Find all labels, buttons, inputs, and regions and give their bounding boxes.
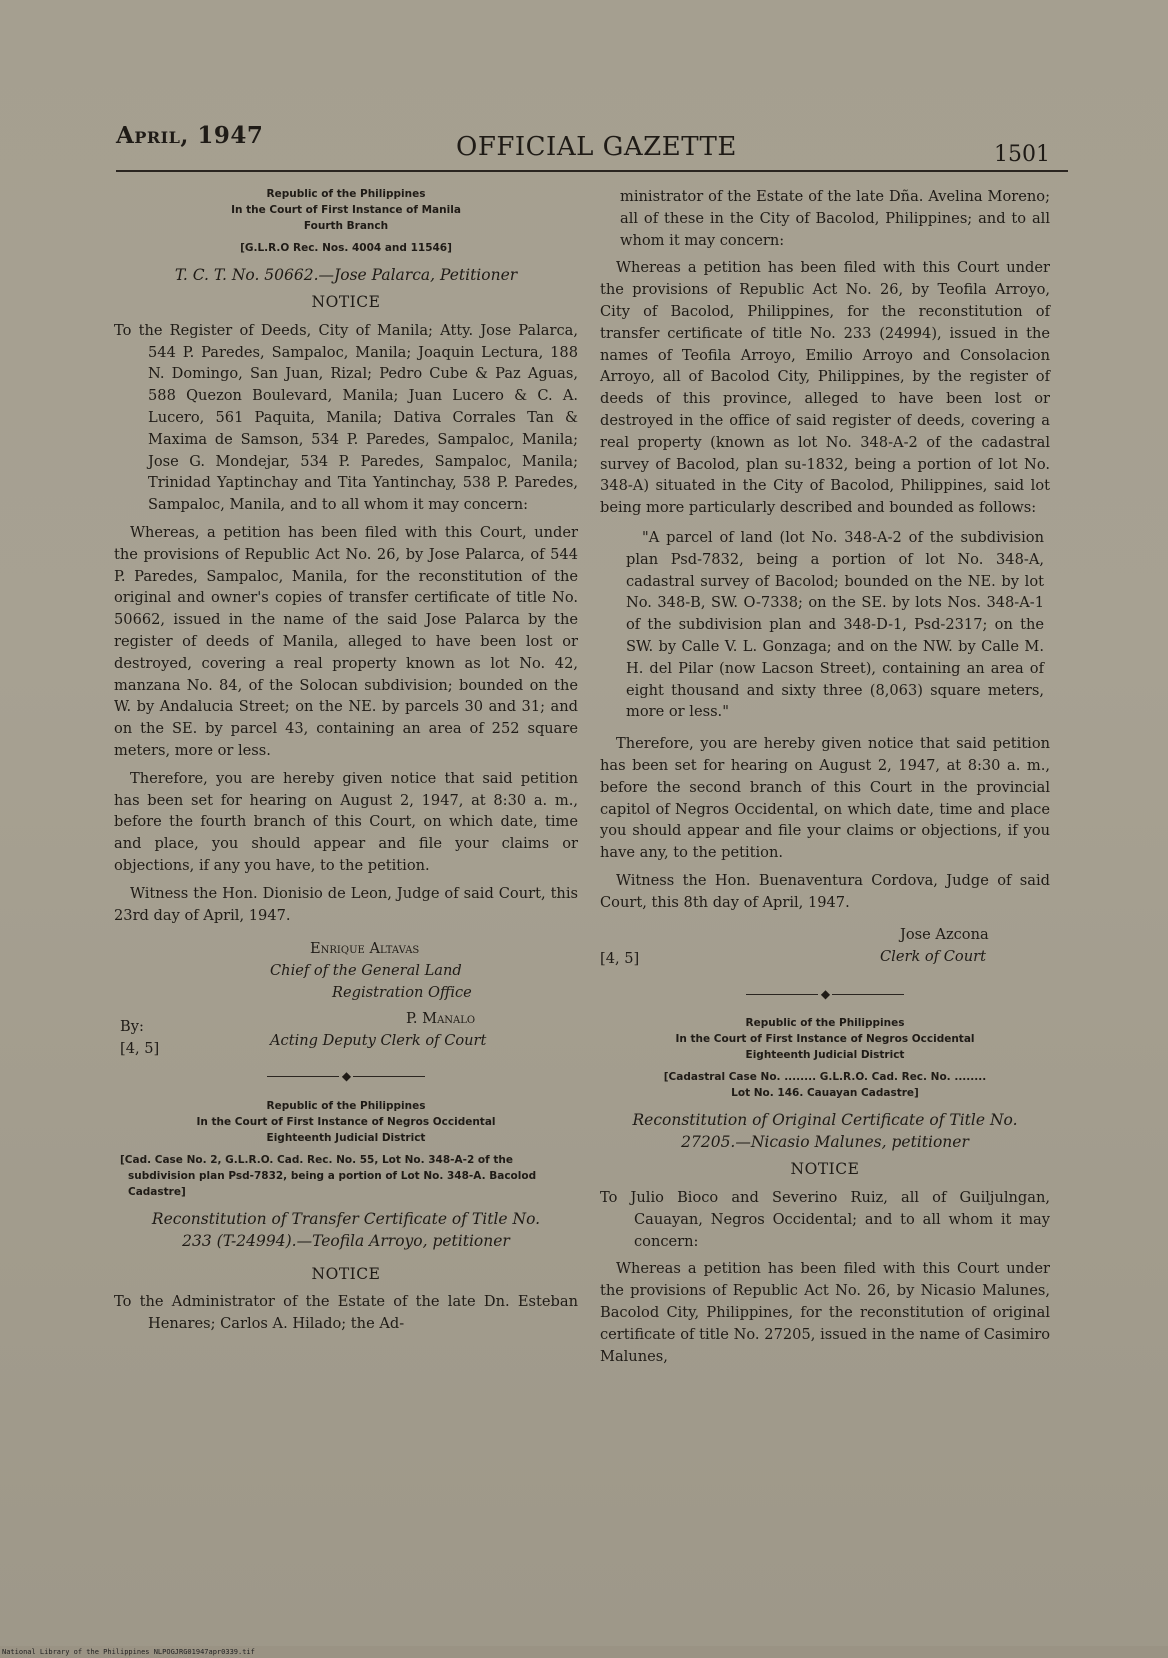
notice-address: To the Register of Deeds, City of Manila; Atty. Jose Palarca, 544 P. Paredes, Sampaloc, Manila; Joaquin Lectura, 188 N. Domingo, San Juan, Rizal; Pedro Cube & Paz Aguas, 588 Quezon Boulevard, Manila; Juan Lucero & C. A. Lucero, 561 Paquita, Manila; Dativa Corrales Tan & Maxima de Samson, 534 P. Paredes, Sampaloc, Manila; Jose G. Mondejar, 534 P. Paredes, Sampaloc, Manila; Trinidad Yaptinchay and Tita Yantinchay, 538 P. Paredes, Sampaloc, Manila, and to all whom it may concern: [114,321,578,514]
page-number: 1501 [994,142,1050,167]
court-heading [114,1098,578,1146]
deputy-name: P. Manalo [406,1009,476,1027]
court-line: Fourth Branch [303,220,389,232]
court-line: Republic of the Philippines [266,1099,426,1112]
notice-address-continued: ministrator of the Estate of the late Dña. Avelina Moreno; all of these in the City of Bacolod, Philippines; and to all whom it may concern: [620,188,1050,249]
issue-dates: [4, 5] [120,1039,160,1057]
signatory-title: Clerk of Court [880,947,986,965]
case-title [114,1208,578,1252]
case-title-line: 27205.—Nicasio Malunes, petitioner [681,1133,969,1152]
court-heading [600,1015,1050,1063]
record-reference: [Cad. Case No. 2, G.L.R.O. Cad. Rec. No. 55, Lot No. 348-A-2 of the subdivision plan Psd-7832, being a portion of Lot No. 348-A. Bacolod Cadastre] [120,1153,537,1198]
record-reference: [G.L.R.O Rec. Nos. 4004 and 11546] [240,242,452,254]
signature-block [600,924,1050,974]
signatory-name: Jose Azcona [900,925,989,943]
notice-paragraph: Whereas, a petition has been filed with this Court, under the provisions of Republic Act No. 26, by Jose Palarca, of 544 P. Paredes, Sampaloc, Manila, for the reconstitution of the original and owner's copies of transfer certificate of title No. 50662, issued in the name of the said Jose Palarca by the register of deeds of Manila, alleged to have been lost or destroyed, covering a real property known as lot No. 42, manzana No. 84, of the Solocan subdivision; bounded on the W. by Andalucia Street; on the NE. by parcels 30 and 31; and on the SE. by parcel 43, containing an area of 252 square meters, more or less. [114,523,578,759]
court-line: Eighteenth Judicial District [745,1049,905,1062]
header-rule [116,170,1068,172]
issue-date: April, 1947 [116,122,264,149]
record-reference [600,1069,1050,1101]
notice-heading: NOTICE [790,1160,860,1179]
court-heading [114,186,578,234]
case-title-line: Reconstitution of Transfer Certificate of Title No. [151,1209,541,1228]
notice-paragraph: Witness the Hon. Dionisio de Leon, Judge of said Court, this 23rd day of April, 1947. [114,884,578,924]
right-column [600,186,1050,1367]
court-line: In the Court of First Instance of Negros Occidental [675,1033,975,1046]
court-line: Republic of the Philippines [266,188,426,200]
notice-address: To Julio Bioco and Severino Ruiz, all of Guiljulngan, Cauayan, Negros Occidental; and to all whom it may concern: [600,1189,1050,1250]
signature-block [114,938,578,1055]
case-title [600,1109,1050,1153]
case-title-line: Reconstitution of Original Certificate of Title No. [632,1111,1018,1130]
left-column [114,186,578,1335]
scan-footer: National Library of the Philippines NLPOGJRG01947apr0339.tif [2,1648,255,1656]
section-divider: ◆ [600,984,1050,1006]
reference-line: Lot No. 146. Cauayan Cadastre] [731,1087,919,1100]
by-label: By: [120,1017,144,1035]
notice-paragraph: Therefore, you are hereby given notice that said petition has been set for hearing on August 2, 1947, at 8:30 a. m., before the second branch of this Court in the provincial capitol of Negros Occidental, on which date, time and place you should appear and file your claims or objections, if you have any, to the petition. [600,735,1050,862]
property-description: "A parcel of land (lot No. 348-A-2 of the subdivision plan Psd-7832, being a portion of lot No. 348-A, cadastral survey of Bacolod; bounded on the NE. by lot No. 348-B, SW. O-7338; on the SE. by lots Nos. 348-A-1 of the subdivision plan and 348-D-1, Psd-2317; on the SW. by Calle V. L. Gonzaga; and on the NW. by Calle M. H. del Pilar (now Lacson Street), containing an area of eight thousand and sixty three (8,063) square meters, more or less." [626,528,1044,721]
case-title: T. C. T. No. 50662.—Jose Palarca, Petitioner [174,266,518,284]
notice-heading: NOTICE [311,1264,381,1283]
notice-paragraph: Witness the Hon. Buenaventura Cordova, Judge of said Court, this 8th day of April, 1947. [600,871,1050,911]
signatory-title: Chief of the General Land [270,962,462,980]
court-line: In the Court of First Instance of Negros Occidental [196,1115,496,1128]
page-header [116,118,1050,168]
signatory-title: Registration Office [332,983,472,1001]
deputy-title: Acting Deputy Clerk of Court [270,1031,487,1049]
section-divider: ◆ [114,1066,578,1088]
signatory-name: Enrique Altavas [310,940,420,958]
notice-paragraph: Whereas a petition has been filed with this Court under the provisions of Republic Act No. 26, by Teofila Arroyo, City of Bacolod, Philippines, for the reconstitution of transfer certificate of title No. 233 (24994), issued in the names of Teofila Arroyo, Emilio Arroyo and Consolacion Arroyo, all of Bacolod City, Philippines, by the register of deeds of this province, alleged to have been lost or destroyed in the office of said register of deeds, covering a real property (known as lot No. 348-A-2 of the cadastral survey of Bacolod, plan su-1832, being a portion of lot No. 348-A) situated in the City of Bacolod, Philippines, said lot being more particularly described and bounded as follows: [600,259,1050,517]
publication-title: OFFICIAL GAZETTE [456,132,737,162]
case-title-line: 233 (T-24994).—Teofila Arroyo, petitioner [182,1231,510,1250]
court-line: Eighteenth Judicial District [266,1131,426,1144]
issue-dates: [4, 5] [600,949,640,967]
notice-heading: NOTICE [311,293,381,311]
notice-address: To the Administrator of the Estate of the late Dn. Esteban Henares; Carlos A. Hilado; the Ad- [114,1293,578,1333]
reference-line: [Cadastral Case No. ........ G.L.R.O. Cad. Rec. No. ........ [663,1071,987,1084]
notice-paragraph: Therefore, you are hereby given notice that said petition has been set for hearing on August 2, 1947, at 8:30 a. m., before the fourth branch of this Court, on which date, time and place, you should appear and file your claims or objections, if any you have, to the petition. [114,769,578,874]
court-line: Republic of the Philippines [745,1017,905,1030]
notice-paragraph: Whereas a petition has been filed with this Court under the provisions of Republic Act No. 26, by Nicasio Malunes, Bacolod City, Philippines, for the reconstitution of original certificate of title No. 27205, issued in the name of Casimiro Malunes, [600,1260,1050,1365]
court-line: In the Court of First Instance of Manila [231,204,461,216]
